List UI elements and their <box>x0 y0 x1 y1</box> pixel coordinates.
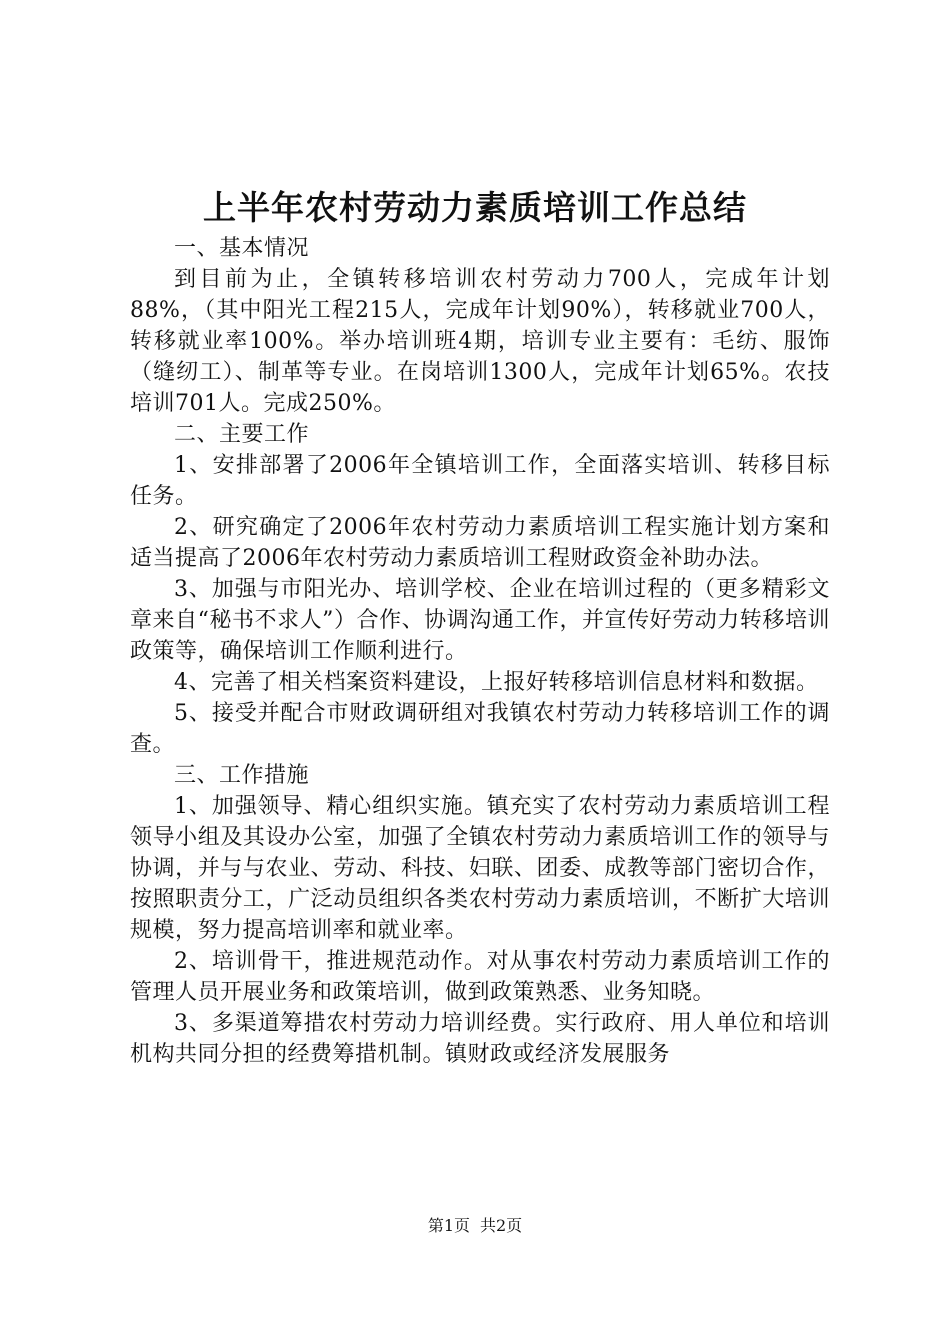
document-title: 上半年农村劳动力素质培训工作总结 <box>203 188 747 227</box>
page-footer <box>0 1215 950 1237</box>
section-heading-measures: 三、工作措施 <box>174 763 310 788</box>
paragraph: 2、培训骨干，推进规范动作。对从事农村劳动力素质培训工作的管理人员开展业务和政策培训，做到政策熟悉、业务知晓。 <box>130 949 830 1005</box>
paragraph: 4、完善了相关档案资料建设，上报好转移培训信息材料和数据。 <box>174 670 819 695</box>
page-total: 共2页 <box>480 1216 523 1235</box>
paragraph: 5、接受并配合市财政调研组对我镇农村劳动力转移培训工作的调查。 <box>130 701 830 757</box>
paragraph: 3、多渠道筹措农村劳动力培训经费。实行政府、用人单位和培训机构共同分担的经费筹措机制。镇财政或经济发展服务 <box>130 1011 830 1067</box>
paragraph: 2、研究确定了2006年农村劳动力素质培训工程实施计划方案和适当提高了2006年农村劳动力素质培训工程财政资金补助办法。 <box>130 515 830 571</box>
section-heading-main-work: 二、主要工作 <box>174 422 310 447</box>
paragraph: 到目前为止，全镇转移培训农村劳动力700人，完成年计划88%，（其中阳光工程215人，完成年计划90%），转移就业700人，转移就业率100%。举办培训班4期，培训专业主要有：毛纺、服饰（缝纫工）、制革等专业。在岗培训1300人，完成年计划65%。农技培训701人。完成250%。 <box>130 267 830 416</box>
page-number: 第1页 <box>427 1216 470 1235</box>
paragraph: 3、加强与市阳光办、培训学校、企业在培训过程的（更多精彩文章来自“秘书不求人”）合作、协调沟通工作，并宣传好劳动力转移培训政策等，确保培训工作顺利进行。 <box>130 577 830 664</box>
paragraph: 1、加强领导、精心组织实施。镇充实了农村劳动力素质培训工程领导小组及其设办公室，加强了全镇农村劳动力素质培训工作的领导与协调，并与与农业、劳动、科技、妇联、团委、成教等部门密切合作，按照职责分工，广泛动员组织各类农村劳动力素质培训，不断扩大培训规模，努力提高培训率和就业率。 <box>130 794 830 943</box>
paragraph: 1、安排部署了2006年全镇培训工作，全面落实培训、转移目标任务。 <box>130 453 830 509</box>
document-body <box>130 233 830 1070</box>
section-heading-basic: 一、基本情况 <box>174 236 310 261</box>
